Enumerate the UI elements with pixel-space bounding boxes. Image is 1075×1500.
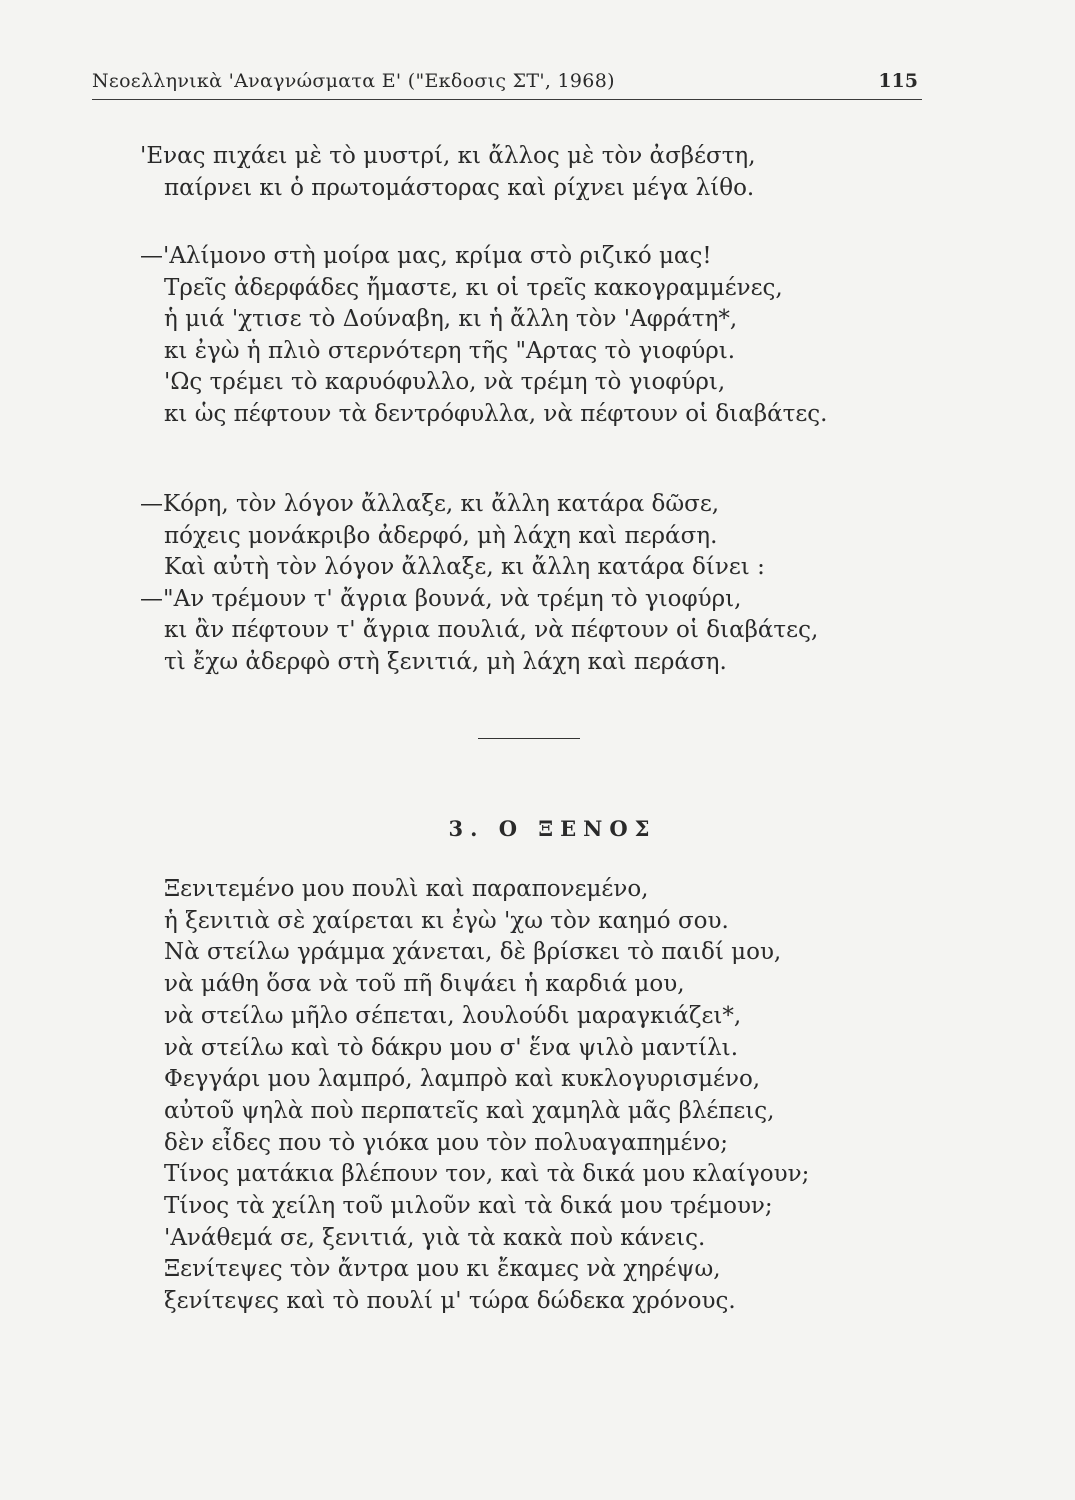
verse-line: κι ἂν πέφτουν τ' ἄγρια πουλιά, νὰ πέφτουν οἱ διαβάτες, xyxy=(164,617,819,643)
verse-line: Φεγγάρι μου λαμπρό, λαμπρὸ καὶ κυκλογυρισμένο, xyxy=(164,1066,761,1093)
section-separator xyxy=(478,738,580,739)
verse-line: δὲν εἶδες που τὸ γιόκα μου τὸν πολυαγαπημένο; xyxy=(164,1129,728,1156)
running-header xyxy=(92,68,922,98)
page-number: 115 xyxy=(878,70,918,92)
verse-line: Νὰ στείλω γράμμα χάνεται, δὲ βρίσκει τὸ παιδί μου, xyxy=(164,939,782,966)
verse-line: —'Αλίμονο στὴ μοίρα μας, κρίμα στὸ ριζικό μας! xyxy=(140,243,712,269)
stanza-1 xyxy=(140,141,756,204)
verse-line: παίρνει κι ὁ πρωτομάστορας καὶ ρίχνει μέγα λίθο. xyxy=(164,174,755,201)
stanza-3 xyxy=(140,489,818,678)
verse-line: ἡ μιά 'χτισε τὸ Δούναβη, κι ἡ ἄλλη τὸν 'Αφράτη*, xyxy=(164,306,738,332)
verse-line: νὰ μάθη ὅσα νὰ τοῦ πῆ διψάει ἡ καρδιά μου, xyxy=(164,971,685,998)
verse-line: Τίνος τὰ χείλη τοῦ μιλοῦν καὶ τὰ δικά μου τρέμουν; xyxy=(164,1193,773,1220)
verse-line: νὰ στείλω μῆλο σέπεται, λουλούδι μαραγκιάζει*, xyxy=(164,1002,742,1029)
verse-line: Ξενιτεμένο μου πουλὶ καὶ παραπονεμένο, xyxy=(164,876,649,902)
header-rule xyxy=(92,99,922,100)
verse-line: κι ἐγὼ ἡ πλιὸ στερνότερη τῆς "Αρτας τὸ γιοφύρι. xyxy=(164,337,736,364)
verse-line: νὰ στείλω καὶ τὸ δάκρυ μου σ' ἕνα ψιλὸ μαντίλι. xyxy=(164,1034,739,1061)
verse-line: πόχεις μονάκριβο ἀδερφό, μὴ λάχη καὶ περάση. xyxy=(164,522,718,549)
verse-line: τὶ ἔχω ἀδερφὸ στὴ ξενιτιά, μὴ λάχη καὶ περάση. xyxy=(164,648,727,675)
verse-line: 'Ανάθεμά σε, ξενιτιά, γιὰ τὰ κακὰ ποὺ κάνεις. xyxy=(164,1224,706,1251)
verse-line: —"Αν τρέμουν τ' ἄγρια βουνά, νὰ τρέμη τὸ γιοφύρι, xyxy=(140,585,742,612)
verse-line: —Κόρη, τὸν λόγον ἄλλαξε, κι ἄλλη κατάρα δῶσε, xyxy=(140,491,720,517)
stanza-2 xyxy=(140,241,827,430)
section-title: 3. Ο ΞΕΝΟΣ xyxy=(448,816,657,841)
verse-line: αὐτοῦ ψηλὰ ποὺ περπατεῖς καὶ χαμηλὰ μᾶς βλέπεις, xyxy=(164,1097,775,1124)
verse-line: Τίνος ματάκια βλέπουν τον, καὶ τὰ δικά μου κλαίγουν; xyxy=(164,1161,810,1188)
verse-line: ξενίτεψες καὶ τὸ πουλί μ' τώρα δώδεκα χρόνους. xyxy=(164,1288,736,1315)
verse-line: Ξενίτεψες τὸν ἄντρα μου κι ἔκαμες νὰ χηρέψω, xyxy=(164,1256,721,1283)
poem-xenos xyxy=(164,874,809,1318)
verse-line: Τρεῖς ἀδερφάδες ἤμαστε, κι οἱ τρεῖς κακογραμμένες, xyxy=(164,274,783,301)
verse-line: Καὶ αὐτὴ τὸν λόγον ἄλλαξε, κι ἄλλη κατάρα δίνει : xyxy=(164,554,765,580)
verse-line: 'Ενας πιχάει μὲ τὸ μυστρί, κι ἄλλος μὲ τὸν ἀσβέστη, xyxy=(140,143,756,169)
verse-line: 'Ως τρέμει τὸ καρυόφυλλο, νὰ τρέμη τὸ γιοφύρι, xyxy=(164,369,726,395)
verse-line: ἡ ξενιτιὰ σὲ χαίρεται κι ἐγὼ 'χω τὸν καημό σου. xyxy=(164,907,729,934)
running-title: Νεοελληνικὰ 'Αναγνώσματα Ε' ("Εκδοσις ΣΤ', 1968) xyxy=(92,70,615,92)
verse-line: κι ὡς πέφτουν τὰ δεντρόφυλλα, νὰ πέφτουν οἱ διαβάτες. xyxy=(164,400,828,427)
